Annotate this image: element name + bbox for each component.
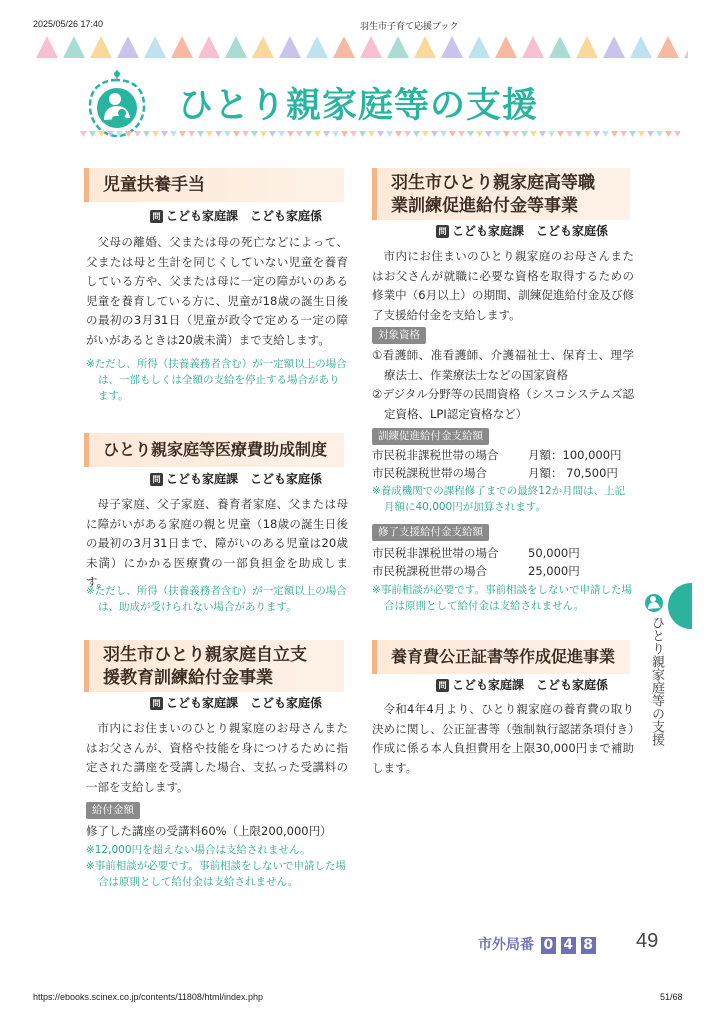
benefit-amount: 修了した講座の受講料60%（上限200,000円） (86, 824, 332, 838)
contact-line: 問 こども家庭課 こども家庭係 (436, 676, 608, 693)
divider-triangle (557, 131, 564, 137)
triangle-garland (34, 34, 688, 58)
divider-triangle (494, 131, 501, 137)
divider-triangle (629, 131, 636, 137)
training-amount-tag: 訓練促進給付金支給額 (372, 428, 489, 445)
divider-triangle (80, 131, 87, 137)
garland-triangle (414, 36, 436, 58)
contact-line: 問 こども家庭課 こども家庭係 (150, 694, 322, 711)
garland-triangle (252, 36, 274, 58)
timestamp: 2025/05/26 17:40 (33, 19, 104, 29)
divider-triangle (179, 131, 186, 137)
document-title: 羽生市子育て応援ブック (360, 21, 459, 31)
question-icon: 問 (150, 473, 163, 486)
divider-triangle (503, 131, 510, 137)
divider-triangle (575, 131, 582, 137)
divider-triangle (566, 131, 573, 137)
divider-triangle (134, 131, 141, 137)
divider-triangle (368, 131, 375, 137)
garland-triangle (441, 36, 463, 58)
divider-triangle (395, 131, 402, 137)
garland-triangle (468, 36, 490, 58)
section-note: ※養成機関での課程修了までの最終12か月間は、上記月額に40,000円が加算されます。 (372, 485, 626, 513)
amount-row: 市民税課税世帯の場合 25,000円 (372, 564, 580, 578)
garland-triangle (279, 36, 301, 58)
divider-triangle (242, 131, 249, 137)
divider-triangle (89, 131, 96, 137)
qualification-item: ②デジタル分野等の民間資格（シスコシステムズ認定資格、LPI認定資格など） (372, 387, 634, 421)
qualification-item: ①看護師、准看護師、介護福祉士、保育士、理学療法士、作業療法士などの国家資格 (372, 348, 634, 382)
garland-triangle (144, 36, 166, 58)
divider-triangle (530, 131, 537, 137)
divider-triangle (206, 131, 213, 137)
garland-triangle (171, 36, 193, 58)
garland-triangle (387, 36, 409, 58)
divider-triangle (647, 131, 654, 137)
divider-triangle (458, 131, 465, 137)
benefit-amount-tag: 給付金額 (86, 802, 140, 819)
garland-triangle (522, 36, 544, 58)
garland-triangle (657, 36, 679, 58)
divider-triangle (548, 131, 555, 137)
divider-triangle (656, 131, 663, 137)
divider-triangle (602, 131, 609, 137)
divider-triangle (440, 131, 447, 137)
divider-triangle (287, 131, 294, 137)
divider-triangle (215, 131, 222, 137)
divider-triangle (422, 131, 429, 137)
question-icon: 問 (150, 697, 163, 710)
side-tab-label: ひとり親家庭等の支援 (649, 616, 664, 746)
contact-line: 問 こども家庭課 こども家庭係 (436, 222, 608, 239)
divider-triangle (170, 131, 177, 137)
section-note: ※事前相談が必要です。事前相談をしないで申請した場合は原則として給付金は支給されません。 (86, 860, 346, 888)
section-body: 市内にお住まいのひとり親家庭のお母さんまたはお父さんが、資格や技能を身につけるために指定された講座を受講した場合、支払った受講料の一部を支給します。 (86, 721, 348, 794)
page-count: 51/68 (660, 992, 683, 1002)
section-note: ※事前相談が必要です。事前相談をしないで申請した場合は原則として給付金は支給されません。 (372, 584, 632, 612)
divider-triangle (305, 131, 312, 137)
area-code: 市外局番 0 4 8 (478, 934, 596, 954)
garland-triangle (603, 36, 625, 58)
garland-triangle (198, 36, 220, 58)
divider-triangle (251, 131, 258, 137)
divider-triangle (188, 131, 195, 137)
section-title-medical-aid: ひとり親家庭等医療費助成制度 (84, 433, 344, 467)
section-body: 父母の離婚、父または母の死亡などによって、父または母と生計を同じくしていない児童を養育している方や、父または母に一定の障がいのある児童を養育している方に、児童が18歳の誕生日後の最初の3月31日（児童が政令で定める一定の障がいがあるときは20歳未満）まで支給します。 (86, 235, 348, 347)
garland-triangle (225, 36, 247, 58)
divider-triangle (674, 131, 680, 137)
divider-triangle (125, 131, 132, 137)
divider-triangle (260, 131, 267, 137)
divider-triangle (431, 131, 438, 137)
divider-triangle (350, 131, 357, 137)
garland-triangle (630, 36, 652, 58)
section-body: 令和4年4月より、ひとり親家庭の養育費の取り決めに関し、公正証書等（強制執行認諾条項付き）作成に係る本人負担費用を上限30,000円まで補助します。 (372, 702, 634, 775)
divider-triangle (143, 131, 150, 137)
divider-triangle (98, 131, 105, 137)
divider-triangle (233, 131, 240, 137)
question-icon: 問 (436, 679, 449, 692)
divider-triangle (449, 131, 456, 137)
divider-triangle (467, 131, 474, 137)
divider-triangle (224, 131, 231, 137)
divider-triangle (593, 131, 600, 137)
garland-triangle (117, 36, 139, 58)
divider-triangle (269, 131, 276, 137)
section-note: ※12,000円を超えない場合は支給されません。 (86, 844, 311, 856)
divider-triangle (314, 131, 321, 137)
garland-triangle (333, 36, 355, 58)
divider-triangle (332, 131, 339, 137)
section-title-child-support: 養育費公正証書等作成促進事業 (372, 640, 630, 674)
amount-row: 市民税課税世帯の場合 月額： 70,500円 (372, 466, 618, 480)
divider-triangle (620, 131, 627, 137)
divider-triangle (152, 131, 159, 137)
divider-triangle (116, 131, 123, 137)
divider-triangle (611, 131, 618, 137)
contact-line: 問 こども家庭課 こども家庭係 (150, 207, 322, 224)
question-icon: 問 (150, 210, 163, 223)
divider-triangle (359, 131, 366, 137)
page-url: https://ebooks.scinex.co.jp/contents/11808/html/index.php (33, 992, 263, 1002)
parent-child-icon (643, 590, 665, 614)
divider-triangle (584, 131, 591, 137)
side-tab (668, 583, 692, 629)
divider-triangle (638, 131, 645, 137)
section-note: ※ただし、所得（扶養義務者含む）が一定額以上の場合は、一部もしくは全額の支給を停止する場合があります。 (86, 358, 347, 402)
divider-triangle (197, 131, 204, 137)
garland-triangle (90, 36, 112, 58)
qualification-tag: 対象資格 (372, 327, 426, 344)
section-body: 市内にお住まいのひとり親家庭のお母さんまたはお父さんが就職に必要な資格を取得するための修業中（6月以上）の期間、訓練促進給付金及び修了支援給付金を支給します。 (372, 249, 634, 322)
page-number: 49 (636, 930, 659, 952)
contact-line: 問 こども家庭課 こども家庭係 (150, 470, 322, 487)
divider-triangle (512, 131, 519, 137)
section-title-vocational-training: 羽生市ひとり親家庭高等職 業訓練促進給付金等事業 (372, 168, 630, 220)
divider-triangle (278, 131, 285, 137)
garland-triangle (306, 36, 328, 58)
divider-triangle (323, 131, 330, 137)
amount-row: 市民税非課税世帯の場合 50,000円 (372, 546, 580, 560)
garland-triangle (63, 36, 85, 58)
divider-triangle (341, 131, 348, 137)
page-title: ひとり親家庭等の支援 (178, 86, 539, 126)
garland-triangle (576, 36, 598, 58)
divider-triangle (377, 131, 384, 137)
dotted-divider (80, 130, 680, 138)
divider-triangle (539, 131, 546, 137)
garland-triangle (495, 36, 517, 58)
completion-amount-tag: 修了支援給付金支給額 (372, 524, 489, 541)
section-note: ※ただし、所得（扶養義務者含む）が一定額以上の場合は、助成が受けられない場合があります。 (86, 585, 347, 613)
divider-triangle (107, 131, 114, 137)
divider-triangle (161, 131, 168, 137)
section-title-child-allowance: 児童扶養手当 (84, 168, 344, 202)
amount-row: 市民税非課税世帯の場合 月額：100,000円 (372, 448, 622, 462)
garland-triangle (684, 36, 688, 58)
divider-triangle (404, 131, 411, 137)
divider-triangle (485, 131, 492, 137)
divider-triangle (476, 131, 483, 137)
section-body: 母子家庭、父子家庭、養育者家庭、父または母に障がいがある家庭の親と児童（18歳の誕生日後の最初の3月31日まで、障がいのある児童は20歳未満）にかかる医療費の一部負担金を助成します。 (86, 497, 348, 589)
divider-triangle (386, 131, 393, 137)
divider-triangle (413, 131, 420, 137)
garland-triangle (36, 36, 58, 58)
question-icon: 問 (436, 225, 449, 238)
garland-triangle (360, 36, 382, 58)
divider-triangle (521, 131, 528, 137)
divider-triangle (665, 131, 672, 137)
divider-triangle (296, 131, 303, 137)
section-title-education-benefit: 羽生市ひとり親家庭自立支 援教育訓練給付金事業 (84, 640, 344, 692)
garland-triangle (549, 36, 571, 58)
